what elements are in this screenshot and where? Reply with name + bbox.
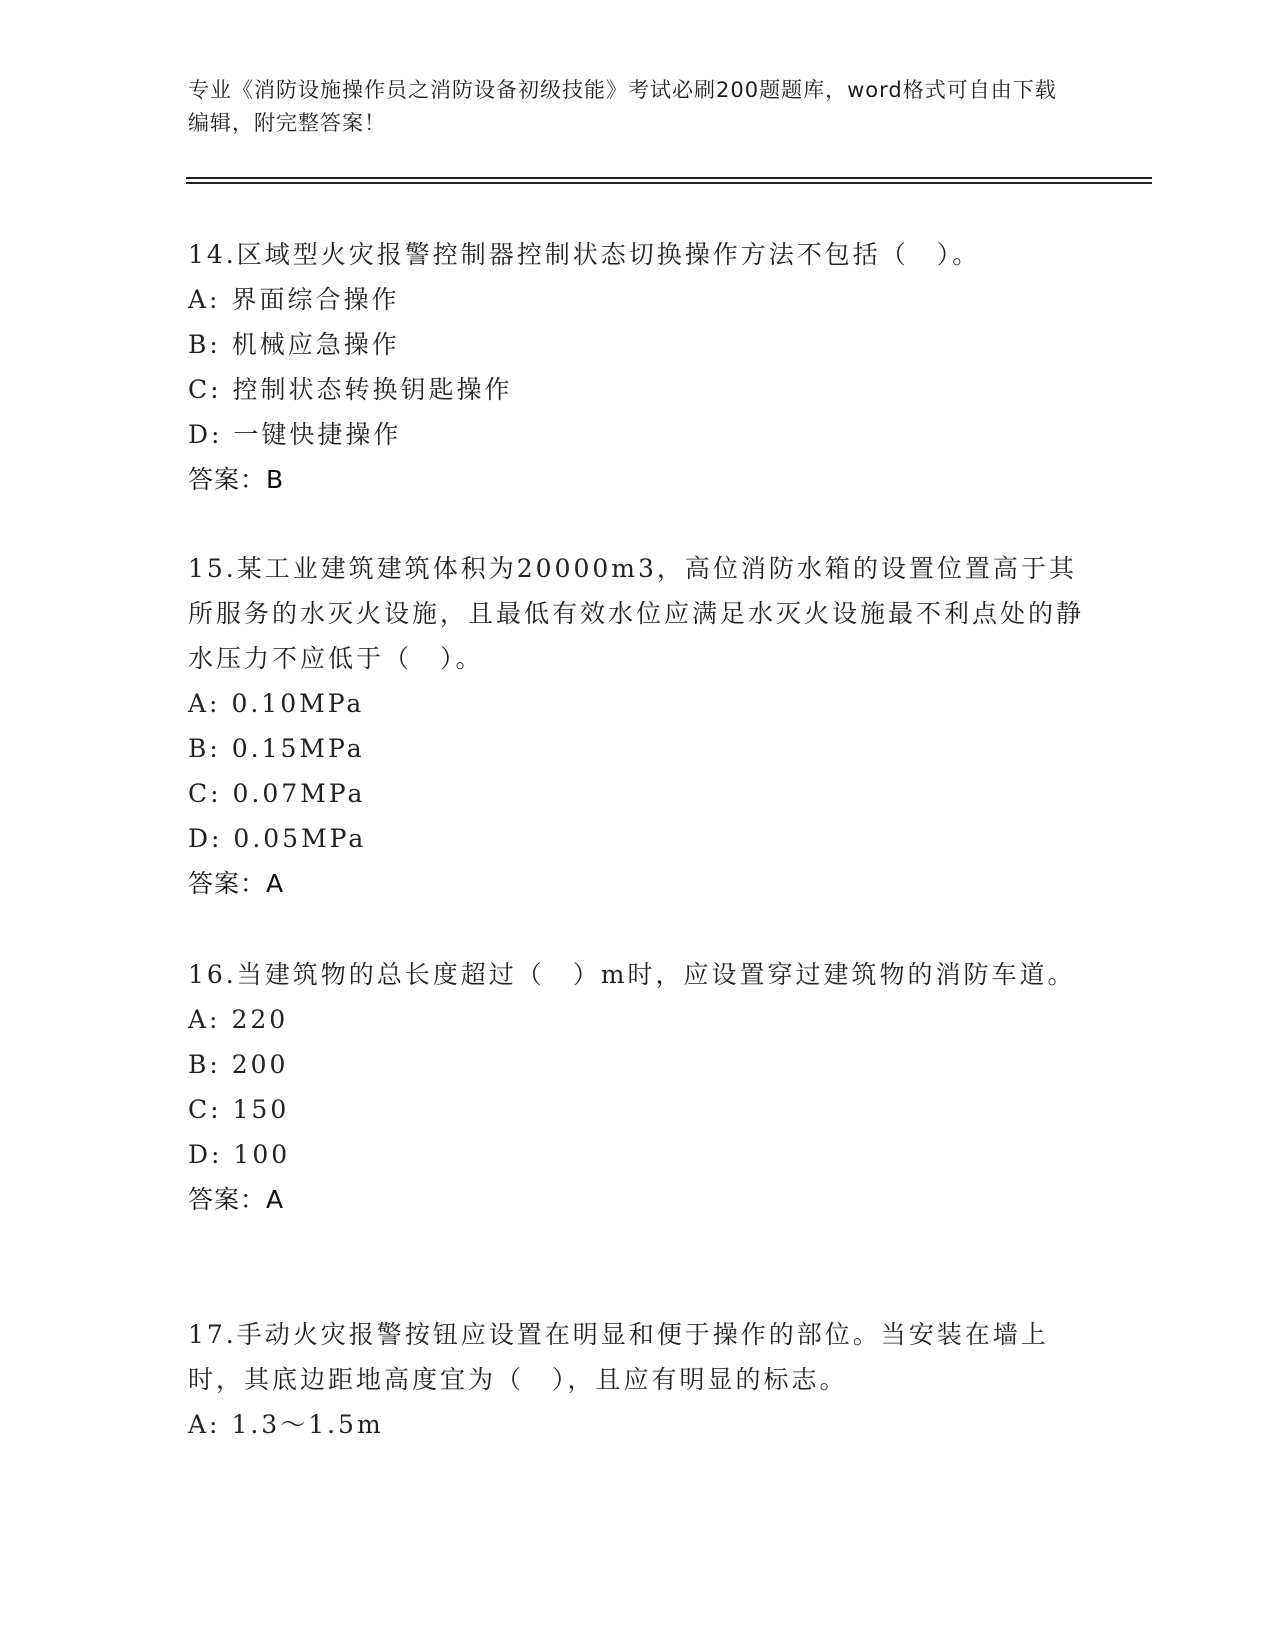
option-letter: C: <box>188 375 222 404</box>
option-a <box>188 277 1088 322</box>
option-letter: B: <box>188 330 221 359</box>
option-b <box>188 1042 1088 1087</box>
option-letter: A: <box>188 689 221 718</box>
option-text: 0.07MPa <box>232 779 366 808</box>
answer-label: 答案：A <box>188 1185 285 1214</box>
question-stem: 14.区域型火灾报警控制器控制状态切换操作方法不包括（ ）。 <box>188 240 981 269</box>
option-text: 一键快捷操作 <box>233 420 402 449</box>
question-17 <box>188 1312 1088 1447</box>
document-header: 专业《消防设施操作员之消防设备初级技能》考试必刷200题题库，word格式可自由下载编辑，附完整答案！ <box>188 78 1057 135</box>
option-text: 220 <box>231 1005 289 1034</box>
option-text: 1.3～1.5m <box>231 1410 384 1439</box>
answer-label: 答案：A <box>188 869 285 898</box>
option-letter: D: <box>188 420 223 449</box>
question-stem: 16.当建筑物的总长度超过（ ）m时，应设置穿过建筑物的消防车道。 <box>188 960 1076 989</box>
option-text: 200 <box>231 1050 289 1079</box>
answer-label: 答案：B <box>188 465 285 494</box>
option-letter: B: <box>188 1050 221 1079</box>
option-letter: A: <box>188 1410 221 1439</box>
option-text: 0.05MPa <box>233 824 367 853</box>
option-letter: A: <box>188 285 221 314</box>
option-letter: C: <box>188 779 222 808</box>
question-stem: 15.某工业建筑建筑体积为20000m3，高位消防水箱的设置位置高于其所服务的水灭火设施，且最低有效水位应满足水灭火设施最不利点处的静水压力不应低于（ ）。 <box>188 554 1085 673</box>
option-letter: D: <box>188 1140 223 1169</box>
question-14 <box>188 232 1088 502</box>
option-text: 150 <box>232 1095 290 1124</box>
option-c <box>188 771 1088 816</box>
option-b <box>188 726 1088 771</box>
question-16 <box>188 952 1088 1222</box>
question-15 <box>188 546 1088 906</box>
option-letter: A: <box>188 1005 221 1034</box>
option-text: 机械应急操作 <box>231 330 400 359</box>
option-d <box>188 412 1088 457</box>
header-divider-top <box>186 177 1152 179</box>
header-divider-bottom <box>186 182 1152 184</box>
option-text: 0.15MPa <box>231 734 365 763</box>
question-stem: 17.手动火灾报警按钮应设置在明显和便于操作的部位。当安装在墙上时，其底边距地高度宜为（ ），且应有明显的标志。 <box>188 1320 1049 1394</box>
option-d <box>188 816 1088 861</box>
option-d <box>188 1132 1088 1177</box>
option-text: 控制状态转换钥匙操作 <box>232 375 513 404</box>
option-c <box>188 367 1088 412</box>
option-a <box>188 997 1088 1042</box>
option-letter: C: <box>188 1095 222 1124</box>
option-a <box>188 681 1088 726</box>
option-letter: B: <box>188 734 221 763</box>
option-text: 0.10MPa <box>231 689 365 718</box>
option-letter: D: <box>188 824 223 853</box>
option-a <box>188 1402 1088 1447</box>
option-b <box>188 322 1088 367</box>
option-c <box>188 1087 1088 1132</box>
option-text: 100 <box>233 1140 291 1169</box>
option-text: 界面综合操作 <box>231 285 400 314</box>
